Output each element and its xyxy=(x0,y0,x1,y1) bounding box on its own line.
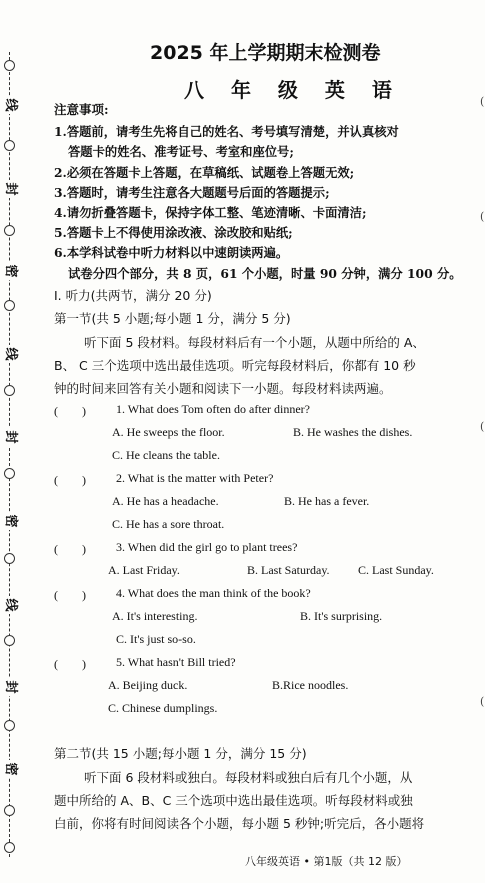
notice-item: 4.请勿折叠答题卡，保持字体工整、笔迹清晰、卡面清洁; xyxy=(54,205,367,220)
answer-blank[interactable]: ( ) xyxy=(54,657,86,671)
binding-hole xyxy=(4,385,15,396)
instruction-line: B、 C 三个选项中选出最佳选项。听完每段材料后，你都有 10 秒 xyxy=(54,358,416,373)
option-a: A. Last Friday. xyxy=(108,563,180,577)
instruction-line: 题中所给的 A、B、C 三个选项中选出最佳选项。听每段材料或独 xyxy=(54,793,413,808)
instruction-line: 听下面 5 段材料。每段材料后有一个小题，从题中所给的 A、 xyxy=(84,335,425,350)
instruction-line: 白前，你将有时间阅读各个小题，每小题 5 秒钟;听完后，各小题将 xyxy=(54,816,425,831)
edge-mark: ( xyxy=(480,695,485,708)
margin-word: 线 xyxy=(1,345,19,363)
question-stem: 2. What is the matter with Peter? xyxy=(116,471,274,485)
binding-hole xyxy=(4,140,15,151)
margin-word: 密 xyxy=(1,512,19,530)
binding-margin xyxy=(0,0,22,883)
question-stem: 3. When did the girl go to plant trees? xyxy=(116,540,298,554)
option-a: A. He has a headache. xyxy=(112,494,219,508)
option-c: C. Chinese dumplings. xyxy=(108,701,218,715)
binding-hole xyxy=(4,225,15,236)
binding-hole xyxy=(4,60,15,71)
answer-blank[interactable]: ( ) xyxy=(54,588,86,602)
option-b: B. It's surprising. xyxy=(300,609,383,623)
answer-blank[interactable]: ( ) xyxy=(54,542,86,556)
binding-hole xyxy=(4,635,15,646)
exam-title: 2025 年上学期期末检测卷 xyxy=(150,42,381,64)
question-stem: 1. What does Tom often do after dinner? xyxy=(116,402,310,416)
option-b: B. He has a fever. xyxy=(284,494,370,508)
answer-blank[interactable]: ( ) xyxy=(54,473,86,487)
binding-hole xyxy=(4,720,15,731)
question-stem: 5. What hasn't Bill tried? xyxy=(116,655,236,669)
notice-item: 6.本学科试卷中听力材料以中速朗读两遍。 xyxy=(54,245,289,260)
option-a: A. Beijing duck. xyxy=(108,678,188,692)
binding-hole xyxy=(4,300,15,311)
notice-item: 1.答题前，请考生先将自己的姓名、考号填写清楚，并认真核对 xyxy=(54,124,399,139)
option-b: B. He washes the dishes. xyxy=(293,425,413,439)
section-heading: 第二节(共 15 小题;每小题 1 分，满分 15 分) xyxy=(54,746,307,761)
edge-mark: ( xyxy=(480,420,485,433)
option-b: B. Last Saturday. xyxy=(247,563,330,577)
binding-dashed-line xyxy=(9,52,10,857)
option-c: C. He cleans the table. xyxy=(112,448,220,462)
part-heading: I. 听力(共两节，满分 20 分) xyxy=(54,288,212,303)
margin-word: 封 xyxy=(1,678,19,696)
option-a: A. He sweeps the floor. xyxy=(112,425,225,439)
instruction-line: 钟的时间来回答有关小题和阅读下一小题。每段材料读两遍。 xyxy=(54,381,392,396)
edge-mark: ( xyxy=(480,95,485,108)
notice-item: 5.答题卡上不得使用涂改液、涂改胶和贴纸; xyxy=(54,225,293,240)
notice-item: 2.必须在答题卡上答题，在草稿纸、试题卷上答题无效; xyxy=(54,165,355,180)
binding-hole xyxy=(4,468,15,479)
notice-heading: 注意事项: xyxy=(54,102,109,117)
option-c: C. He has a sore throat. xyxy=(112,517,225,531)
option-c: C. Last Sunday. xyxy=(358,563,434,577)
option-a: A. It's interesting. xyxy=(112,609,198,623)
question-stem: 4. What does the man think of the book? xyxy=(116,586,311,600)
instruction-line: 听下面 6 段材料或独白。每段材料或独白后有几个小题，从 xyxy=(84,770,413,785)
notice-item: 3.答题时，请考生注意各大题题号后面的答题提示; xyxy=(54,185,330,200)
option-b: B.Rice noodles. xyxy=(272,678,349,692)
binding-hole xyxy=(4,805,15,816)
notice-item: 试卷分四个部分，共 8 页，61 个小题，时量 90 分钟，满分 100 分。 xyxy=(68,266,462,281)
edge-mark: ( xyxy=(480,210,485,223)
exam-subject: 八 年 级 英 语 xyxy=(184,78,402,102)
page-footer: 八年级英语 • 第1版（共 12 版） xyxy=(245,855,408,868)
margin-word: 线 xyxy=(1,596,19,614)
margin-word: 密 xyxy=(1,262,19,280)
notice-item: 答题卡的姓名、准考证号、考室和座位号; xyxy=(68,144,294,159)
margin-word: 封 xyxy=(1,180,19,198)
answer-blank[interactable]: ( ) xyxy=(54,404,86,418)
section-heading: 第一节(共 5 小题;每小题 1 分，满分 5 分) xyxy=(54,311,291,326)
margin-word: 封 xyxy=(1,428,19,446)
margin-word: 线 xyxy=(1,96,19,114)
binding-hole xyxy=(4,553,15,564)
binding-hole xyxy=(4,842,15,853)
option-c: C. It's just so-so. xyxy=(116,632,196,646)
margin-word: 密 xyxy=(1,760,19,778)
